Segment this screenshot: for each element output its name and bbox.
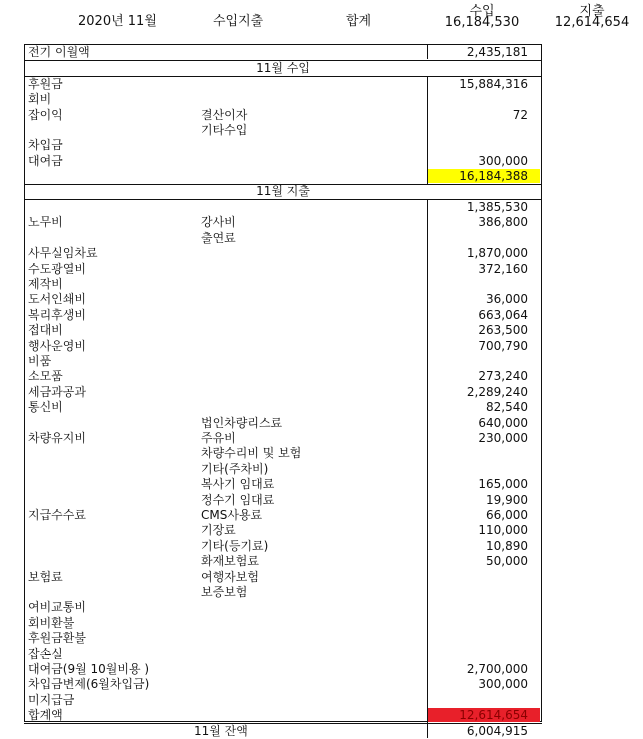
expense-row-label: 노무비 bbox=[28, 215, 63, 230]
period-label: 2020년 11월 bbox=[78, 14, 157, 29]
expense-row-amount: 640,000 bbox=[478, 415, 528, 430]
row-divider bbox=[24, 723, 542, 724]
expense-row-label: 사무실임차료 bbox=[28, 246, 98, 261]
income-row-sub: 기타수입 bbox=[201, 123, 248, 137]
prev-balance-label: 전기 이월액 bbox=[28, 45, 90, 59]
expense-header-value: 12,614,654 bbox=[554, 15, 630, 30]
sheet-frame bbox=[24, 44, 542, 722]
expense-row-amount: 50,000 bbox=[486, 554, 528, 569]
amount-column-divider bbox=[427, 199, 428, 723]
expense-row-amount: 663,064 bbox=[478, 307, 528, 322]
income-row-label: 대여금 bbox=[28, 153, 63, 168]
expense-row-label: 수도광열비 bbox=[28, 261, 86, 276]
expense-row-label: 통신비 bbox=[28, 400, 63, 415]
expense-row-sub: 강사비 bbox=[201, 215, 236, 230]
total-label: 합계 bbox=[346, 14, 372, 29]
income-row-amount: 72 bbox=[512, 107, 528, 122]
balance-amount: 6,004,915 bbox=[466, 723, 528, 738]
expense-row-amount: 1,385,530 bbox=[466, 200, 528, 214]
amount-column-divider bbox=[427, 44, 428, 59]
expense-row-amount: 66,000 bbox=[486, 508, 528, 522]
income-row-sub: 결산이자 bbox=[201, 107, 248, 122]
expense-row-sub: 주유비 bbox=[201, 431, 236, 445]
expense-row-amount: 110,000 bbox=[478, 523, 528, 538]
income-header-label: 수입 bbox=[469, 4, 495, 19]
expense-row-label: 비품 bbox=[28, 354, 52, 368]
income-row-amount: 300,000 bbox=[478, 153, 528, 168]
expense-row-label: 도서인쇄비 bbox=[28, 292, 86, 307]
expense-row-label: 여비교통비 bbox=[28, 600, 86, 615]
expense-row-label: 후원금환불 bbox=[28, 631, 86, 646]
income-section-title: 11월 수입 bbox=[256, 60, 310, 75]
expense-row-label: 차입금변제(6월차입금) bbox=[28, 677, 150, 692]
row-divider bbox=[24, 199, 542, 200]
income-row-label: 차입금 bbox=[28, 138, 63, 153]
income-row-label: 잡이익 bbox=[28, 107, 63, 122]
expense-row-label: 보험료 bbox=[28, 569, 63, 584]
expense-row-label: 차량유지비 bbox=[28, 431, 86, 445]
prev-balance-amount: 2,435,181 bbox=[466, 45, 528, 59]
expense-row-amount: 82,540 bbox=[486, 400, 528, 415]
expense-row-sub: 기장료 bbox=[201, 523, 236, 538]
expense-row-sub: 출연료 bbox=[201, 230, 236, 245]
income-total-amount: 16,184,388 bbox=[459, 169, 528, 184]
expense-total-amount: 12,614,654 bbox=[459, 708, 528, 723]
expense-row-sub: 법인차량리스료 bbox=[201, 415, 283, 430]
income-header-value: 16,184,530 bbox=[444, 15, 520, 30]
expense-row-amount: 263,500 bbox=[478, 323, 528, 338]
expense-row-label: 복리후생비 bbox=[28, 307, 86, 322]
income-row-label: 후원금 bbox=[28, 76, 63, 91]
expense-row-label: 접대비 bbox=[28, 323, 63, 338]
expense-row-amount: 300,000 bbox=[478, 677, 528, 692]
expense-section-title: 11월 지출 bbox=[256, 184, 310, 199]
expense-row-amount: 700,790 bbox=[478, 338, 528, 353]
expense-row-amount: 2,289,240 bbox=[466, 384, 528, 399]
expense-row-amount: 230,000 bbox=[478, 431, 528, 445]
expense-row-amount: 165,000 bbox=[478, 477, 528, 492]
expense-total-label: 합계액 bbox=[28, 708, 63, 723]
amount-column-divider bbox=[427, 723, 428, 738]
expense-row-amount: 36,000 bbox=[486, 292, 528, 307]
expense-row-sub: 기타(등기료) bbox=[201, 538, 269, 553]
income-row-amount: 15,884,316 bbox=[459, 76, 528, 91]
expense-row-label: 지급수수료 bbox=[28, 508, 86, 522]
expense-row-sub: 차량수리비 및 보험 bbox=[201, 446, 302, 461]
expense-row-label: 소모품 bbox=[28, 369, 63, 384]
expense-row-sub: 기타(주차비) bbox=[201, 461, 269, 476]
expense-row-label: 미지급금 bbox=[28, 692, 75, 707]
expense-row-amount: 386,800 bbox=[478, 215, 528, 230]
expense-header-label: 지출 bbox=[579, 4, 605, 19]
income-row-label: 회비 bbox=[28, 92, 52, 107]
expense-row-sub: 보증보험 bbox=[201, 585, 248, 599]
expense-row-label: 대여금(9월 10월비용 ) bbox=[28, 662, 150, 676]
expense-row-label: 회비환불 bbox=[28, 615, 75, 630]
amount-column-divider bbox=[427, 76, 428, 184]
expense-row-amount: 1,870,000 bbox=[466, 246, 528, 261]
expense-row-label: 행사운영비 bbox=[28, 338, 86, 353]
expense-row-sub: 여행자보험 bbox=[201, 569, 259, 584]
expense-row-sub: 정수기 임대료 bbox=[201, 492, 275, 507]
expense-row-sub: CMS사용료 bbox=[201, 508, 263, 522]
expense-row-amount: 372,160 bbox=[478, 261, 528, 276]
expense-row-amount: 2,700,000 bbox=[466, 662, 528, 676]
expense-row-amount: 273,240 bbox=[478, 369, 528, 384]
ledger-sheet bbox=[24, 44, 542, 738]
expense-row-sub: 복사기 임대료 bbox=[201, 477, 275, 492]
expense-row-label: 세금과공과 bbox=[28, 384, 86, 399]
expense-row-label: 잡손실 bbox=[28, 646, 63, 661]
report-title: 수입지출 bbox=[213, 14, 264, 29]
expense-row-sub: 화재보험료 bbox=[201, 554, 259, 569]
expense-row-amount: 10,890 bbox=[486, 538, 528, 553]
expense-row-label: 제작비 bbox=[28, 277, 63, 291]
expense-row-amount: 19,900 bbox=[486, 492, 528, 507]
balance-label: 11월 잔액 bbox=[194, 723, 248, 738]
